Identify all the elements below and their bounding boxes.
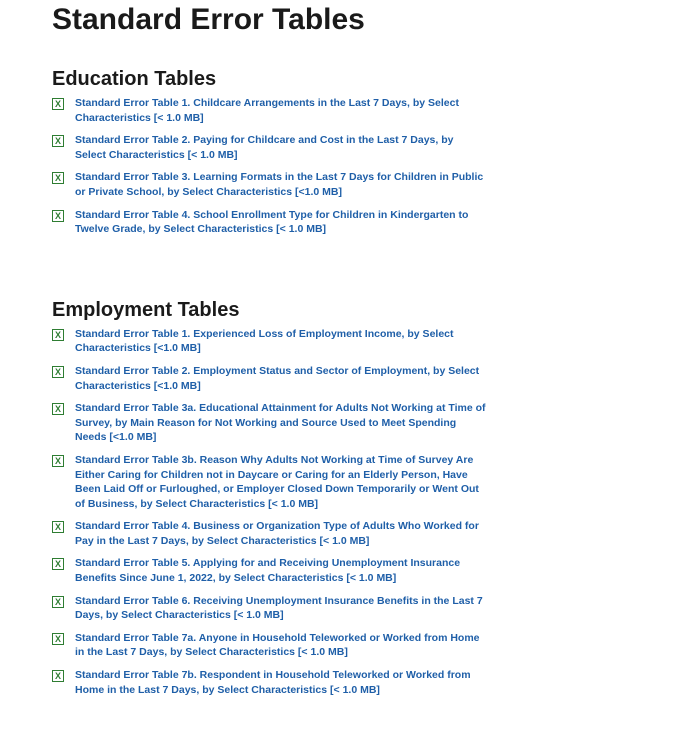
table-download-link[interactable]: Standard Error Table 2. Employment Status and Sector of Employment, by Select Characteristics [<1.0 MB] [75, 364, 480, 392]
excel-file-icon: X [52, 366, 64, 378]
list-item [52, 364, 492, 393]
excel-file-icon: X [52, 135, 64, 147]
excel-file-icon: X [52, 329, 64, 341]
excel-file-icon: X [52, 596, 64, 608]
table-download-link[interactable]: Standard Error Table 4. Business or Organization Type of Adults Who Worked for Pay in the Last 7 Days, by Select Characteristics [< 1.0 MB] [75, 520, 479, 547]
table-download-link[interactable]: Standard Error Table 7b. Respondent in Household Teleworked or Worked from Home in the Last 7 Days, by Select Characteristics [< 1.0 MB] [75, 669, 471, 696]
excel-file-icon: X [52, 403, 64, 415]
list-item [52, 208, 492, 237]
list-item [52, 631, 492, 660]
table-download-link[interactable]: Standard Error Table 6. Receiving Unemployment Insurance Benefits in the Last 7 Days, by Select Characteristics [< 1.0 MB] [75, 594, 483, 622]
list-item [52, 170, 492, 199]
list-item [52, 133, 492, 162]
list-item [52, 96, 492, 125]
list-item [52, 327, 492, 356]
table-download-link[interactable]: Standard Error Table 1. Experienced Loss of Employment Income, by Select Characteristics [<1.0 MB] [75, 327, 454, 355]
employment-tables-heading: Employment Tables [52, 298, 240, 321]
excel-file-icon: X [52, 670, 64, 682]
excel-file-icon: X [52, 210, 64, 222]
page-title: Standard Error Tables [52, 3, 365, 36]
table-download-link[interactable]: Standard Error Table 3a. Educational Attainment for Adults Not Working at Time of Survey, by Main Reason for Not Working and Source Used to Meet Spending Needs [<1.0 MB] [75, 402, 486, 444]
table-download-link[interactable]: Standard Error Table 7a. Anyone in Household Teleworked or Worked from Home in the Last 7 Days, by Select Characteristics [< 1.0 MB] [75, 631, 480, 659]
table-download-link[interactable]: Standard Error Table 1. Childcare Arrangements in the Last 7 Days, by Select Characteristics [< 1.0 MB] [75, 97, 459, 124]
excel-file-icon: X [52, 633, 64, 645]
table-download-link[interactable]: Standard Error Table 3b. Reason Why Adults Not Working at Time of Survey Are Either Caring for Children not in Daycare or Caring for an Elderly Person, Have Been Laid Off or Furloughed, or Employer Closed Down Temporarily or Went Out of Business, by Select Characteristics [< 1.0 MB] [75, 453, 479, 510]
list-item [52, 556, 492, 585]
list-item [52, 453, 492, 511]
excel-file-icon: X [52, 172, 64, 184]
page-content [52, 0, 492, 705]
table-download-link[interactable]: Standard Error Table 4. School Enrollment Type for Children in Kindergarten to Twelve Grade, by Select Characteristics [< 1.0 MB] [75, 208, 469, 236]
education-table-list [52, 96, 492, 237]
excel-file-icon: X [52, 558, 64, 570]
list-item [52, 668, 492, 697]
table-download-link[interactable]: Standard Error Table 2. Paying for Childcare and Cost in the Last 7 Days, by Select Characteristics [< 1.0 MB] [75, 134, 454, 161]
list-item [52, 519, 492, 548]
table-download-link[interactable]: Standard Error Table 5. Applying for and Receiving Unemployment Insurance Benefits Since June 1, 2022, by Select Characteristics [< 1.0 MB] [75, 557, 461, 585]
excel-file-icon: X [52, 98, 64, 110]
employment-table-list [52, 327, 492, 697]
list-item [52, 594, 492, 623]
table-download-link[interactable]: Standard Error Table 3. Learning Formats in the Last 7 Days for Children in Public or Private School, by Select Characteristics [<1.0 MB] [75, 171, 484, 198]
education-tables-heading: Education Tables [52, 68, 217, 90]
excel-file-icon: X [52, 455, 64, 467]
excel-file-icon: X [52, 521, 64, 533]
list-item [52, 401, 492, 445]
